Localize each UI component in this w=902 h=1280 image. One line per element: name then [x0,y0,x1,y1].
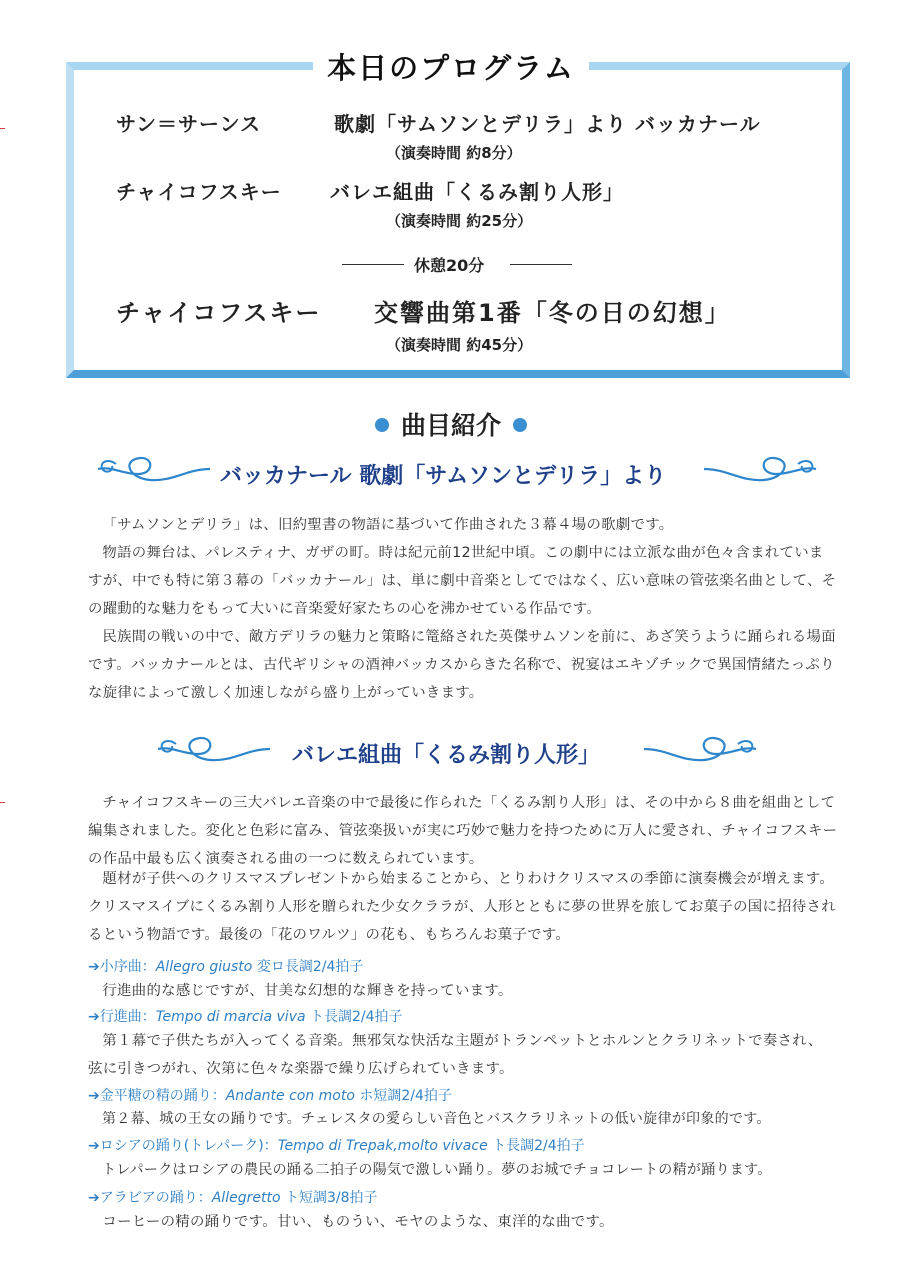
movement-heading: ➔小序曲：Allegro giusto 変ロ長調2/4拍子 [88,959,364,975]
edge-mark [0,128,5,129]
program-composer-1: サン＝サーンス [116,112,261,136]
bacchanale-paragraph-3: 民族間の戦いの中で、敵方デリラの魅力と策略に篭絡された英傑サムソンを前に、あざ笑うように踊られる場面です。バッカナールとは、古代ギリシャの酒神バッカスからきた名称で、祝宴はエキゾチックで異国情緒たっぷりな旋律によって激しく加速しながら盛り上がっていきます。 [88,629,836,701]
bacchanale-title: バッカナール 歌劇「サムソンとデリラ」より [220,464,667,489]
flourish-right-icon [702,452,822,486]
edge-mark [0,802,5,803]
program-duration-2: （演奏時間 約25分） [386,212,533,230]
movement-description: 第２幕、城の王女の踊りです。チェレスタの愛らしい音色とバスクラリネットの低い旋律が印象的です。 [102,1111,771,1127]
bullet-dot-icon [513,418,527,432]
intermission-line-left [342,264,404,265]
movement-description: コーヒーの精の踊りです。甘い、ものうい、モヤのような、東洋的な曲です。 [102,1214,614,1230]
intermission-line-right [510,264,572,265]
arrow-right-icon: ➔ [88,1009,100,1025]
flourish-left-icon [92,452,212,486]
movement-description: 第１幕で子供たちが入ってくる音楽。無邪気な快活な主題がトランペットとホルンとクラリネットで奏され、弦に引きつがれ、次第に色々な楽器で繰り広げられていきます。 [88,1033,823,1077]
arrow-right-icon: ➔ [88,1190,100,1206]
movement-heading: ➔行進曲：Tempo di marcia viva ト長調2/4拍子 [88,1009,403,1025]
program-work-1: 歌劇「サムソンとデリラ」より バッカナール [334,112,761,136]
nutcracker-paragraph-2: 題材が子供へのクリスマスプレゼントから始まることから、とりわけクリスマスの季節に演奏機会が増えます。クリスマスイブにくるみ割り人形を贈られた少女クララが、人形とともに夢の世界を旅してお菓子の国に招待されるという物語です。最後の「花のワルツ」の花も、もちろんお菓子です。 [88,871,836,943]
bacchanale-paragraph-1: 「サムソンとデリラ」は、旧約聖書の物語に基づいて作曲された３幕４場の歌劇です。 [102,517,674,533]
bullet-dot-icon [375,418,389,432]
intermission [342,253,572,277]
intro-heading: 曲目紹介 [0,406,902,442]
arrow-right-icon: ➔ [88,959,100,975]
arrow-right-icon: ➔ [88,1138,100,1154]
program-work-3: 交響曲第1番「冬の日の幻想」 [374,299,731,327]
flourish-right-icon [642,732,762,766]
movement-heading: ➔金平糖の精の踊り：Andante con moto ホ短調2/4拍子 [88,1088,452,1104]
movement-heading: ➔ロシアの踊り(トレパーク)：Tempo di Trepak,molto vivace ト長調2/4拍子 [88,1138,585,1154]
program-composer-3: チャイコフスキー [116,299,322,327]
movement-description: 行進曲的な感じですが、甘美な幻想的な輝きを持っています。 [102,983,513,999]
program-duration-1: （演奏時間 約8分） [386,144,522,162]
bacchanale-paragraph-2: 物語の舞台は、パレスティナ、ガザの町。時は紀元前12世紀中頃。この劇中には立派な曲が色々含まれていますが、中でも特に第３幕の「バッカナール」は、単に劇中音楽としてではなく、広い意味の管弦楽名曲として、その躍動的な魅力をもって大いに音楽愛好家たちの心を沸かせている作品です。 [88,545,837,617]
movement-heading: ➔アラビアの踊り：Allegretto ト短調3/8拍子 [88,1190,378,1206]
intermission-label: 休憩20分 [414,256,485,275]
arrow-right-icon: ➔ [88,1088,100,1104]
program-composer-2: チャイコフスキー [116,180,282,204]
program-title: 本日のプログラム [0,46,902,87]
program-work-2: バレエ組曲「くるみ割り人形」 [330,180,624,204]
flourish-left-icon [152,732,272,766]
program-duration-3: （演奏時間 約45分） [386,336,533,354]
movement-description: トレパークはロシアの農民の踊る二拍子の陽気で激しい踊り。夢のお城でチョコレートの精が踊ります。 [102,1162,772,1178]
nutcracker-paragraph-1: チャイコフスキーの三大バレエ音楽の中で最後に作られた「くるみ割り人形」は、その中から８曲を組曲として編集されました。変化と色彩に富み、管弦楽扱いが実に巧妙で魅力を持つために万人に愛され、チャイコフスキーの作品中最も広く演奏される曲の一つに数えられています。 [88,795,838,867]
nutcracker-title: バレエ組曲「くるみ割り人形」 [292,743,601,768]
